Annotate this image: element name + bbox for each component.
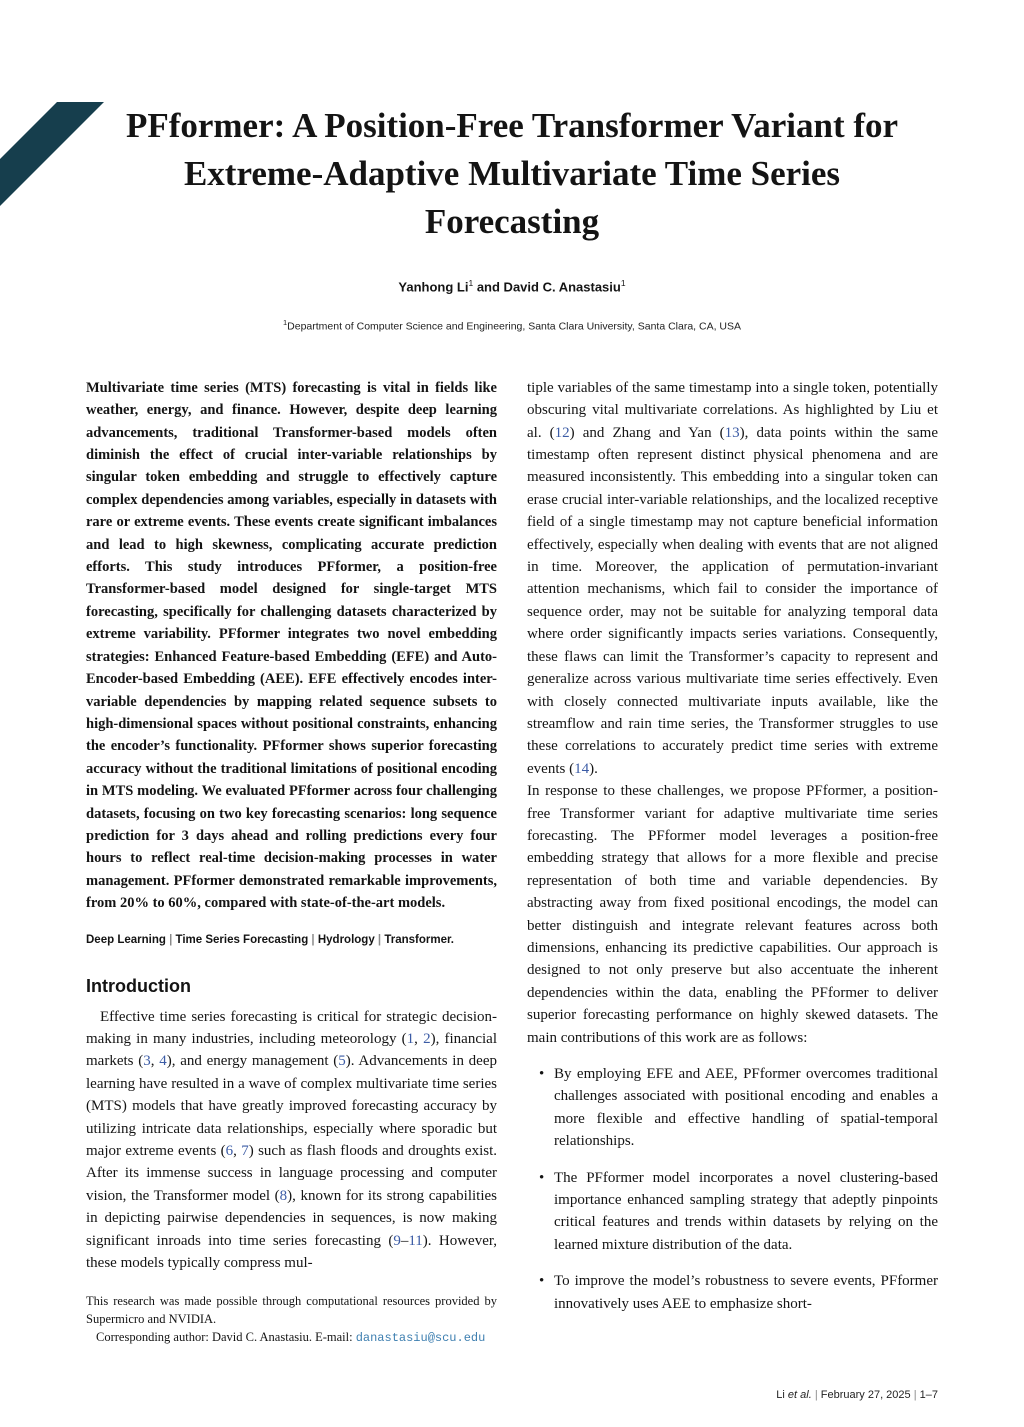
text-segment: , — [150, 1053, 160, 1070]
introduction-paragraph — [86, 1006, 497, 1275]
keywords-line — [86, 932, 497, 948]
citation-link[interactable]: 7 — [241, 1143, 249, 1160]
superscript-marker: 1 — [468, 278, 474, 288]
text-segment: and David C. Anastasiu — [473, 279, 621, 295]
body-paragraph: In response to these challenges, we propose PFformer, a position-free Transformer variant for adaptive multivariate time series forecasting. The PFformer model leverages a position-free embedding strategy that allows for a more flexible and precise representation of both time and variable dependencies. By abstracting away from fixed positional encodings, the model can better distinguish and integrate relevant features across both dimensions, enhancing its predictive capabilities. Our approach is designed to not only preserve but also accentuate the inherent dependencies within the data, enabling the PFformer to deliver superior forecasting performance on highly skewed datasets. The main contributions of this work are as follows: — [527, 783, 938, 1046]
text-segment: Department of Computer Science and Engineering, Santa Clara University, Santa Clara, CA, USA — [287, 320, 742, 333]
two-column-layout — [86, 377, 938, 1348]
superscript-marker: 1 — [620, 278, 626, 288]
text-segment: ). Advancements in deep learning have resulted in a wave of complex multivariate time series (MTS) models that have greatly improved forecasting accuracy by utilizing intricate data relationships, especially where sporadic but major extreme events ( — [86, 1053, 497, 1160]
text-segment: ), data points within the same timestamp often represent distinct physical phenomena and are measured inconsistently. This embedding into a singular token can erase crucial inter-variable relationships, and the localized receptive field of a single timestamp may not capture beneficial information effectively, especially when dealing with events that are not aligned in time. Moreover, the application of permutation-invariant attention mechanisms, which fail to consider the importance of sequence order, may not be suitable for analyzing temporal data where order significantly impacts series variations. Consequently, these flaws can limit the Transformer’s capacity to represent and generalize across various multivariate time series effectively. Even with closely connected multivariate inputs available, like the streamflow and rain time series, the Transformer struggles to use these correlations to accurately predict time series with extreme events ( — [527, 424, 938, 777]
paper-page — [0, 102, 1024, 1427]
separator: | — [374, 933, 385, 946]
citation-link[interactable]: 3 — [143, 1053, 151, 1070]
text-segment: , — [233, 1143, 242, 1160]
text-segment: Li — [776, 1389, 788, 1401]
text-segment: ), known for its strong capabilities in depicting pairwise dependencies in sequences, is now making significant inroads into time series forecasting ( — [86, 1187, 498, 1249]
list-item: • To improve the model’s robustness to severe events, PFformer innovatively uses AEE to emphasize short- — [539, 1270, 938, 1315]
text-segment: Time Series Forecasting — [175, 933, 309, 946]
text-segment: February 27, 2025 — [820, 1389, 911, 1401]
text-segment: 1–7 — [919, 1389, 938, 1401]
list-item: • By employing EFE and AEE, PFformer overcomes traditional challenges associated with positional encoding and enables a more flexible and effective handling of spatial-temporal relationships. — [539, 1063, 938, 1153]
affiliation-line — [86, 318, 938, 333]
funding-note: This research was made possible through computational resources provided by Supermicro and NVIDIA. — [86, 1294, 497, 1327]
separator: | — [308, 933, 318, 946]
text-segment: Yanhong Li — [398, 279, 469, 295]
citation-link[interactable]: 9 — [393, 1232, 401, 1249]
citation-link[interactable]: 8 — [279, 1187, 288, 1204]
body-paragraph — [527, 377, 938, 780]
text-segment: – — [400, 1232, 409, 1249]
text-segment: tiple variables of the same timestamp into a single token, potentially obscuring vital multivariate correlations. As highlighted by Liu et al. ( — [527, 379, 938, 441]
separator: | — [910, 1389, 920, 1401]
citation-link[interactable]: 11 — [408, 1232, 423, 1249]
email-link[interactable]: danastasiu@scu.edu — [355, 1331, 486, 1346]
footnote-block — [86, 1292, 497, 1347]
citation-link[interactable]: 13 — [724, 424, 740, 441]
author-byline — [86, 278, 938, 294]
text-segment: Hydrology — [317, 933, 375, 946]
contributions-list — [539, 1063, 938, 1315]
separator: | — [165, 933, 176, 946]
separator: | — [811, 1389, 821, 1401]
text-segment: ). — [589, 760, 598, 777]
page-footer — [776, 1389, 938, 1401]
page-title: PFformer: A Position-Free Transformer Variant for Extreme-Adaptive Multivariate Time Series Forecasting — [125, 106, 899, 241]
citation-link[interactable]: 2 — [423, 1030, 431, 1047]
text-segment: ). However, these models typically compress mul- — [86, 1232, 497, 1272]
italic-text: et al. — [787, 1389, 812, 1401]
right-column — [527, 377, 938, 1348]
text-segment: , — [414, 1030, 424, 1047]
text-segment: Effective time series forecasting is critical for strategic decision-making in many industries, including meteorology ( — [86, 1008, 497, 1047]
citation-link[interactable]: 12 — [554, 424, 570, 441]
title-block — [86, 102, 938, 333]
citation-link[interactable]: 1 — [406, 1030, 415, 1047]
text-segment: Transformer. — [384, 933, 454, 946]
abstract-text: Multivariate time series (MTS) forecasting is vital in fields like weather, energy, and finance. However, despite deep learning advancements, traditional Transformer-based models often diminish the effect of crucial inter-variable relationships by singular token embedding and struggle to effectively capture complex dependencies among variables, especially in datasets with rare or extreme events. These events create significant imbalances and lead to high skewness, complicating accurate prediction efforts. This study introduces PFformer, a position-free Transformer-based model designed for single-target MTS forecasting, specifically for challenging datasets characterized by extreme variability. PFformer integrates two novel embedding strategies: Enhanced Feature-based Embedding (EFE) and Auto-Encoder-based Embedding (AEE). EFE effectively encodes inter-variable dependencies by mapping related sequence subsets to high-dimensional spaces without positional constraints, enhancing the encoder’s functionality. PFformer shows superior forecasting accuracy without the traditional limitations of positional encoding in MTS modeling. We evaluated PFformer across four challenging datasets, focusing on two key forecasting scenarios: long sequence prediction for 3 days ahead and rolling predictions every four hours to reflect real-time decision-making processes in water management. PFformer demonstrated remarkable improvements, from 20% to 60%, compared with state-of-the-art models. — [86, 379, 497, 912]
left-column — [86, 377, 497, 1348]
citation-link[interactable]: 5 — [338, 1053, 346, 1070]
citation-link[interactable]: 14 — [574, 760, 590, 777]
text-segment: ), financial markets ( — [86, 1030, 497, 1070]
text-segment: Corresponding author: David C. Anastasiu. E-mail: — [96, 1330, 356, 1345]
text-segment: ) such as flash floods and droughts exist. After its immense success in language processing and computer vision, the Transformer model ( — [86, 1143, 498, 1204]
citation-link[interactable]: 6 — [225, 1143, 234, 1160]
text-segment: ) and Zhang and Yan ( — [569, 424, 725, 441]
corresponding-author-note — [86, 1328, 497, 1347]
list-item: • The PFformer model incorporates a novel clustering-based importance enhanced sampling strategy that adeptly pinpoints critical features and trends within datasets by relying on the learned mixture distribution of the data. — [539, 1167, 938, 1257]
citation-link[interactable]: 4 — [159, 1053, 167, 1070]
section-heading-introduction: Introduction — [86, 975, 191, 996]
text-segment: ), and energy management ( — [166, 1053, 339, 1070]
superscript-marker: 1 — [282, 318, 288, 328]
text-segment: Deep Learning — [86, 933, 166, 946]
paper-body — [0, 102, 1024, 1347]
